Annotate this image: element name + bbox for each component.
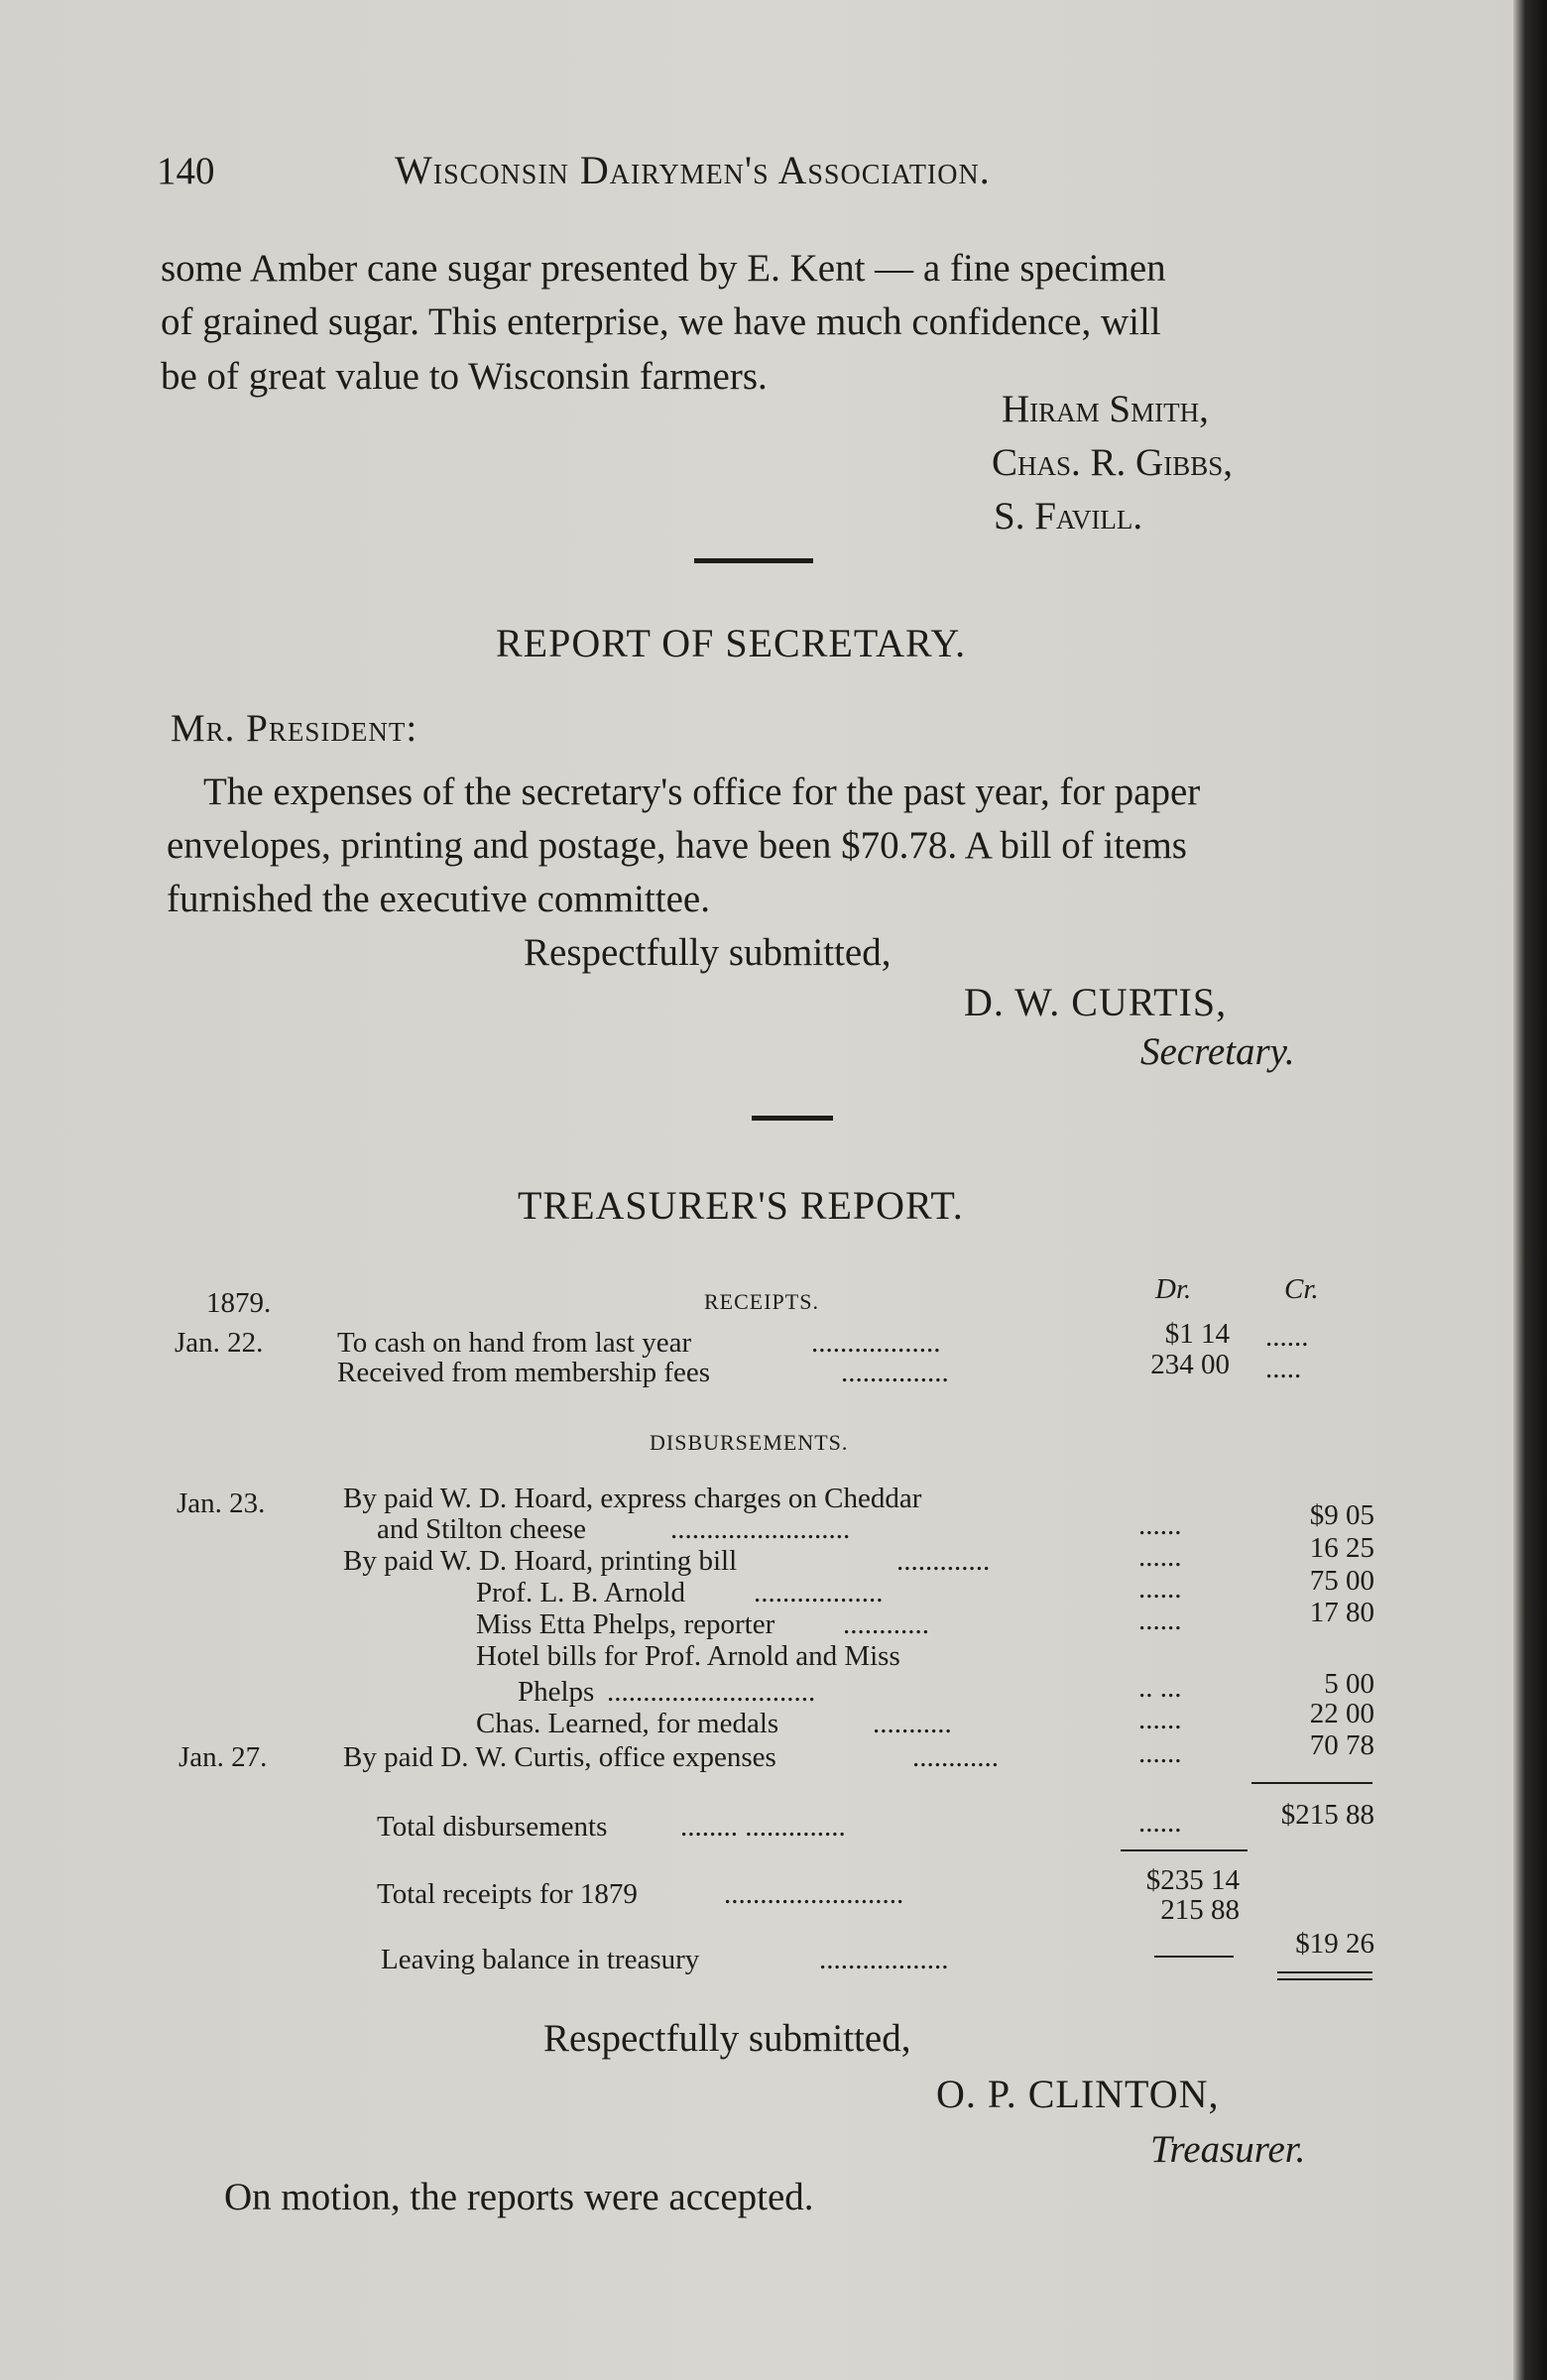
disbursement-cr: 16 25 xyxy=(1309,1532,1374,1564)
signatory-1: Hiram Smith, xyxy=(1002,388,1209,430)
salutation: Mr. President: xyxy=(171,707,418,750)
leader-dots: ......................... xyxy=(670,1513,851,1545)
signatory-3: S. Favill. xyxy=(994,495,1143,537)
balance-label: Leaving balance in treasury xyxy=(381,1944,700,1975)
treasurer-closing: Respectfully submitted, xyxy=(543,2017,911,2060)
total-rule xyxy=(1251,1782,1372,1784)
section-divider xyxy=(694,558,813,563)
disbursement-dr: ...... xyxy=(1138,1704,1182,1735)
disbursement-item: By paid W. D. Hoard, express charges on Cheddar xyxy=(343,1483,922,1514)
signatory-2: Chas. R. Gibbs, xyxy=(992,441,1233,484)
total-disbursements-dr: ...... xyxy=(1138,1807,1182,1839)
page-number: 140 xyxy=(157,150,215,192)
intro-line-3: be of great value to Wisconsin farmers. xyxy=(161,355,768,398)
intro-line-1: some Amber cane sugar presented by E. Kent — a fine specimen xyxy=(161,247,1166,290)
leader-dots: .................. xyxy=(811,1327,941,1359)
receipt-item: To cash on hand from last year xyxy=(337,1327,692,1359)
disbursement-dr: .. ... xyxy=(1138,1672,1182,1704)
disbursement-item: Miss Etta Phelps, reporter xyxy=(476,1608,775,1640)
disbursements-heading: DISBURSEMENTS. xyxy=(650,1430,849,1455)
disbursement-item: Phelps xyxy=(518,1676,595,1708)
disbursement-date: Jan. 23. xyxy=(177,1488,266,1519)
column-dr: Dr. xyxy=(1155,1273,1192,1305)
leader-dots: ............ xyxy=(912,1741,999,1773)
leader-dots: ............ xyxy=(843,1608,929,1640)
total-disbursements-label: Total disbursements xyxy=(377,1811,608,1843)
double-rule xyxy=(1277,1971,1372,1973)
book-spine-edge xyxy=(1513,0,1547,2380)
total-disbursements-amount: $215 88 xyxy=(1280,1799,1374,1831)
disbursement-date: Jan. 27. xyxy=(178,1741,268,1773)
secretary-closing: Respectfully submitted, xyxy=(524,931,892,974)
disbursement-item: and Stilton cheese xyxy=(377,1513,587,1545)
treasurer-signer: O. P. CLINTON, xyxy=(936,2072,1220,2116)
leader-dots: ........ .............. xyxy=(680,1811,846,1843)
disbursement-dr: ...... xyxy=(1138,1737,1182,1769)
secretary-line-2: envelopes, printing and postage, have been $70.78. A bill of items xyxy=(167,824,1187,867)
subtraction-rule xyxy=(1154,1956,1234,1958)
report-year: 1879. xyxy=(206,1287,272,1319)
receipt-cr: ..... xyxy=(1265,1353,1302,1384)
less-disbursements-amount: 215 88 xyxy=(1160,1894,1240,1926)
disbursement-cr: $9 05 xyxy=(1309,1499,1374,1531)
disbursement-item: Chas. Learned, for medals xyxy=(476,1708,779,1739)
leader-dots: ............. xyxy=(896,1545,991,1577)
secretary-report-title: REPORT OF SECRETARY. xyxy=(496,621,967,665)
intro-line-2: of grained sugar. This enterprise, we have much confidence, will xyxy=(161,300,1161,343)
treasurer-role: Treasurer. xyxy=(1150,2128,1306,2171)
disbursement-dr: ...... xyxy=(1138,1509,1182,1541)
receipt-dr: 234 00 xyxy=(1150,1349,1230,1380)
disbursement-cr: 75 00 xyxy=(1309,1565,1374,1597)
receipts-heading: RECEIPTS. xyxy=(704,1289,819,1314)
section-divider xyxy=(752,1116,833,1121)
column-cr: Cr. xyxy=(1284,1273,1319,1305)
leader-dots: .................. xyxy=(819,1944,949,1975)
disbursement-cr: 70 78 xyxy=(1309,1729,1374,1761)
disbursement-item: Prof. L. B. Arnold xyxy=(476,1577,686,1608)
leader-dots: ............... xyxy=(841,1357,949,1388)
leader-dots: ............................. xyxy=(607,1676,816,1708)
total-receipts-amount: $235 14 xyxy=(1145,1864,1240,1896)
total-receipts-label: Total receipts for 1879 xyxy=(377,1878,638,1910)
balance-amount: $19 26 xyxy=(1295,1928,1374,1960)
disbursement-cr: 5 00 xyxy=(1324,1668,1374,1700)
leader-dots: ........... xyxy=(873,1708,952,1739)
receipt-date: Jan. 22. xyxy=(175,1327,264,1359)
secretary-signer: D. W. CURTIS, xyxy=(964,980,1228,1024)
treasurer-report-title: TREASURER'S REPORT. xyxy=(518,1183,964,1228)
receipt-dr: $1 14 xyxy=(1164,1318,1230,1350)
total-rule xyxy=(1121,1849,1248,1851)
double-rule xyxy=(1277,1978,1372,1980)
closing-motion: On motion, the reports were accepted. xyxy=(224,2176,814,2218)
secretary-line-1: The expenses of the secretary's office for the past year, for paper xyxy=(203,771,1201,813)
disbursement-cr: 22 00 xyxy=(1309,1698,1374,1729)
leader-dots: ......................... xyxy=(724,1878,904,1910)
disbursement-item: By paid D. W. Curtis, office expenses xyxy=(343,1741,776,1773)
disbursement-dr: ...... xyxy=(1138,1605,1182,1636)
disbursement-item: Hotel bills for Prof. Arnold and Miss xyxy=(476,1640,900,1672)
running-title: Wisconsin Dairymen's Association. xyxy=(395,148,991,192)
leader-dots: .................. xyxy=(754,1577,884,1608)
secretary-role: Secretary. xyxy=(1140,1030,1295,1073)
receipt-item: Received from membership fees xyxy=(337,1357,711,1388)
disbursement-dr: ...... xyxy=(1138,1541,1182,1573)
receipt-cr: ...... xyxy=(1265,1321,1309,1353)
secretary-line-3: furnished the executive committee. xyxy=(167,878,710,920)
disbursement-item: By paid W. D. Hoard, printing bill xyxy=(343,1545,738,1577)
disbursement-cr: 17 80 xyxy=(1309,1597,1374,1628)
disbursement-dr: ...... xyxy=(1138,1573,1182,1605)
